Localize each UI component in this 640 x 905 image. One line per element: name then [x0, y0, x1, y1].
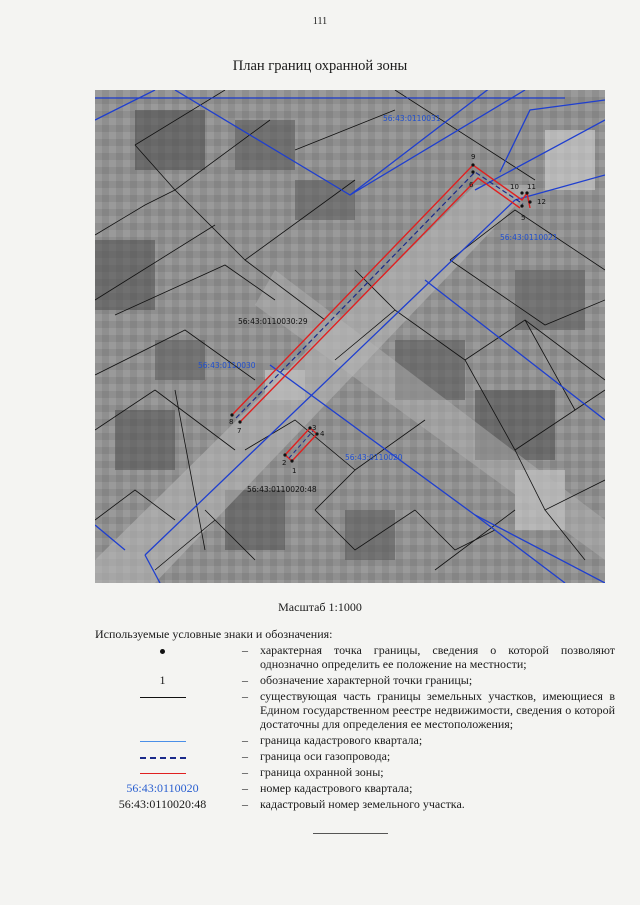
- legend-row-parcel-number: [95, 797, 615, 813]
- point-label-8: 8: [229, 418, 234, 426]
- point-label-11: 11: [527, 183, 536, 191]
- point-label-2: 2: [282, 459, 287, 467]
- dashed-line-icon: [140, 757, 186, 759]
- black-line-icon: [140, 697, 186, 698]
- legend-row-point: [95, 643, 615, 673]
- point-label-3: 3: [312, 424, 317, 432]
- page-title: План границ охранной зоны: [232, 58, 408, 74]
- quarter-label-0110031: 56:43:0110031: [383, 114, 441, 123]
- quarter-label-0110030: 56:43:0110030: [198, 361, 256, 370]
- red-line-icon: [140, 773, 186, 774]
- legend-dash: –: [242, 781, 248, 795]
- legend-desc: обозначение характерной точки границы;: [260, 673, 473, 687]
- legend-desc: существующая часть границы земельных участков, имеющиеся в Едином государственном реестре недвижимости, сведения о которой достаточны для определения ее местоположения;: [260, 689, 615, 731]
- point-label-7: 7: [237, 427, 242, 435]
- map-scale: Масштаб 1:1000: [278, 600, 362, 614]
- legend-dash: –: [242, 689, 248, 703]
- legend-desc: граница охранной зоны;: [260, 765, 384, 779]
- legend-symbol-text: 1: [159, 673, 166, 687]
- legend-desc: граница оси газопровода;: [260, 749, 391, 763]
- point-label-1: 1: [292, 467, 297, 475]
- legend-row-parcel-boundary: [95, 689, 615, 733]
- legend-dash: –: [242, 733, 248, 747]
- point-label-9: 9: [471, 153, 476, 161]
- footer-rule: [313, 833, 388, 834]
- legend-row-point-number: [95, 673, 615, 689]
- page-number: 111: [312, 16, 328, 27]
- legend-dash: –: [242, 765, 248, 779]
- point-label-6: 6: [469, 181, 474, 189]
- point-dot-icon: [160, 649, 165, 654]
- legend-row-gas-axis: [95, 749, 615, 765]
- quarter-label-0110021: 56:43:0110021: [500, 233, 558, 242]
- legend-symbol-text: 56:43:0110020:48: [118, 797, 207, 811]
- quarter-label-0110020: 56:43:0110020: [345, 453, 403, 462]
- legend-symbol-black-line: [95, 689, 230, 698]
- legend-dash: –: [242, 797, 248, 811]
- legend-symbol-dash-line: [95, 749, 230, 759]
- legend-heading: Используемые условные знаки и обозначения:: [95, 627, 333, 641]
- point-label-12: 12: [537, 198, 546, 206]
- blue-line-icon: [140, 741, 186, 742]
- legend-dash: –: [242, 749, 248, 763]
- legend-row-protection-zone: [95, 765, 615, 781]
- legend-symbol-red-line: [95, 765, 230, 774]
- legend-dash: –: [242, 673, 248, 687]
- legend-symbol-blue-text: 56:43:0110020: [126, 781, 199, 795]
- map-svg: [95, 90, 605, 583]
- legend-symbol-blue-line: [95, 733, 230, 742]
- legend-desc: граница кадастрового квартала;: [260, 733, 423, 747]
- legend-row-quarter-number: [95, 781, 615, 797]
- legend-desc: характерная точка границы, сведения о которой позволяют однозначно определить ее положение на местности;: [260, 643, 615, 671]
- legend-dash: –: [242, 643, 248, 657]
- parcel-label-29: 56:43:0110030:29: [238, 317, 308, 326]
- point-label-4: 4: [320, 430, 325, 438]
- legend: [95, 643, 615, 813]
- legend-row-quarter-boundary: [95, 733, 615, 749]
- legend-symbol-dot: [95, 643, 230, 654]
- point-label-10: 10: [510, 183, 519, 191]
- parcel-label-48: 56:43:0110020:48: [247, 485, 317, 494]
- legend-desc: кадастровый номер земельного участка.: [260, 797, 465, 811]
- cadastral-map: [95, 90, 605, 583]
- legend-desc: номер кадастрового квартала;: [260, 781, 413, 795]
- point-label-5: 5: [521, 214, 526, 222]
